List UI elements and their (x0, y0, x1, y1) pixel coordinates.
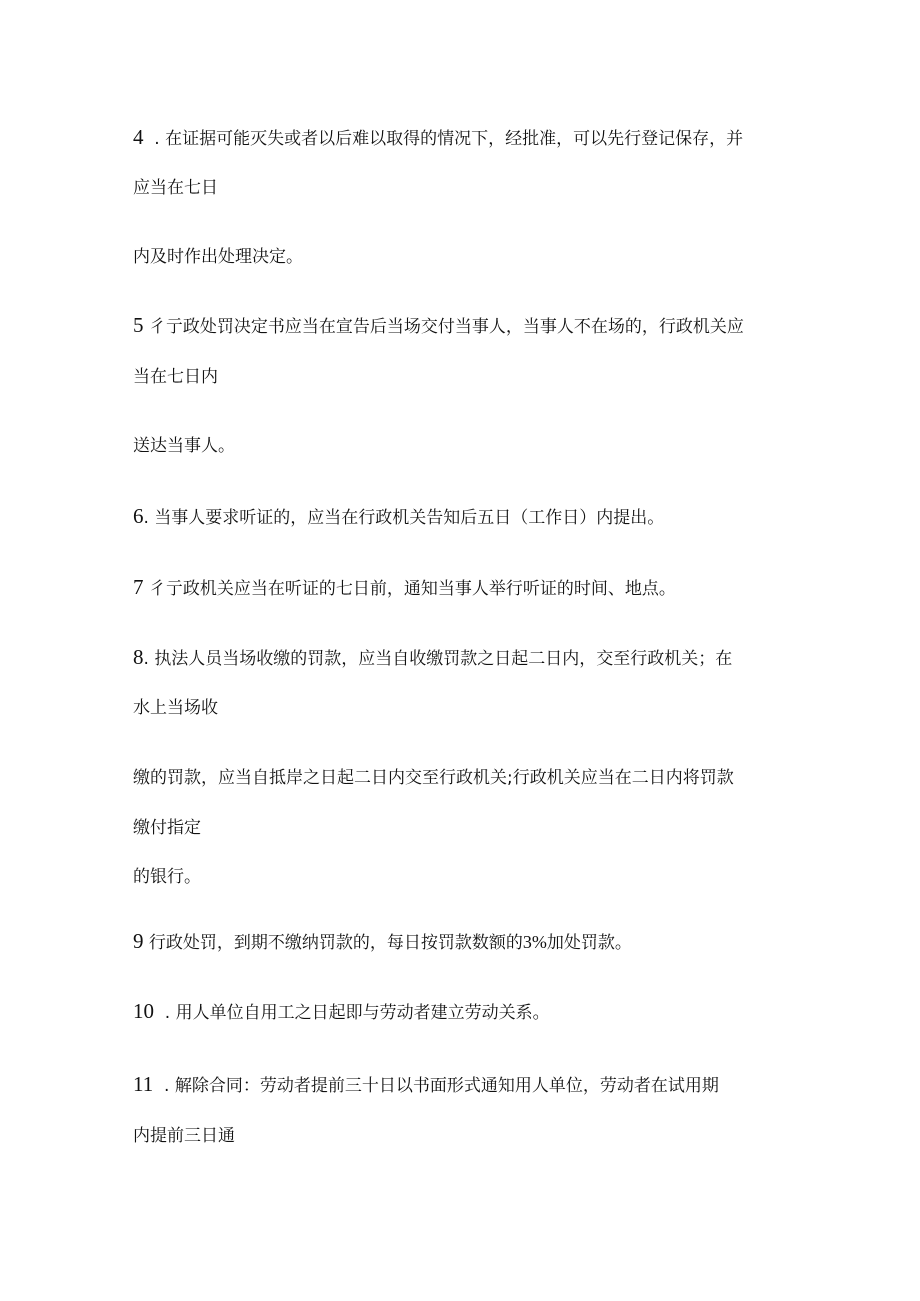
paragraph-8-line-3: 缴的罚款，应当自抵岸之日起二日内交至行政机关;行政机关应当在二日内将罚款 (133, 768, 734, 788)
paragraph-4-line-3: 内及时作出处理决定。 (133, 247, 303, 267)
paragraph-text: 执法人员当场收缴的罚款，应当自收缴罚款之日起二日内，交至行政机关；在 (154, 649, 733, 669)
paragraph-number: 7 (133, 575, 144, 599)
paragraph-6-line-1 (133, 505, 664, 529)
paragraph-5-line-1 (133, 314, 744, 338)
paragraph-number: 4 (133, 125, 144, 149)
paragraph-7-line-1 (133, 576, 676, 600)
percent-value: 3% (522, 932, 547, 952)
paragraph-text: 解除合同：劳动者提前三十日以书面形式通知用人单位，劳动者在试用期 (174, 1076, 719, 1096)
paragraph-number: 10 (133, 999, 154, 1023)
paragraph-text: 在证据可能灭失或者以后难以取得的情况下，经批准，可以先行登记保存，并 (165, 129, 744, 149)
paragraph-number: 5 (133, 313, 144, 337)
paragraph-11-line-2: 内提前三日通 (133, 1126, 235, 1146)
paragraph-separator: . (143, 649, 155, 669)
paragraph-5-line-2: 当在七日内 (133, 367, 218, 387)
paragraph-separator: . (143, 508, 155, 528)
paragraph-number: 11 (133, 1072, 154, 1096)
paragraph-text: 彳亍政机关应当在听证的七日前，通知当事人举行听证的时间、地点。 (148, 579, 676, 599)
paragraph-number: 6 (133, 504, 144, 528)
paragraph-text: 彳亍政处罚决定书应当在宣告后当场交付当事人，当事人不在场的，行政机关应 (148, 317, 744, 337)
paragraph-8-line-4: 缴付指定 (133, 818, 201, 838)
paragraph-4-line-1 (133, 126, 743, 150)
paragraph-separator: . (154, 1003, 176, 1023)
paragraph-4-line-2: 应当在七日 (133, 178, 218, 198)
paragraph-5-line-3: 送达当事人。 (133, 436, 235, 456)
paragraph-8-line-1 (133, 646, 732, 670)
paragraph-separator: . (143, 129, 166, 149)
paragraph-number: 8 (133, 645, 144, 669)
paragraph-9-line-1 (133, 930, 632, 954)
paragraph-text: 当事人要求听证的，应当在行政机关告知后五日（工作日）内提出。 (154, 508, 665, 528)
paragraph-8-line-2: 水上当场收 (133, 698, 218, 718)
paragraph-8-line-5: 的银行。 (133, 867, 201, 887)
paragraph-10-line-1 (133, 1000, 550, 1024)
paragraph-separator: . (153, 1076, 175, 1096)
paragraph-11-line-1 (133, 1073, 719, 1097)
paragraph-number: 9 (133, 929, 144, 953)
paragraph-text-end: 加处罚款。 (546, 933, 632, 953)
paragraph-text: 行政处罚，到期不缴纳罚款的，每日按罚款数额的 (148, 933, 523, 953)
paragraph-text: 用人单位自用工之日起即与劳动者建立劳动关系。 (175, 1003, 550, 1023)
